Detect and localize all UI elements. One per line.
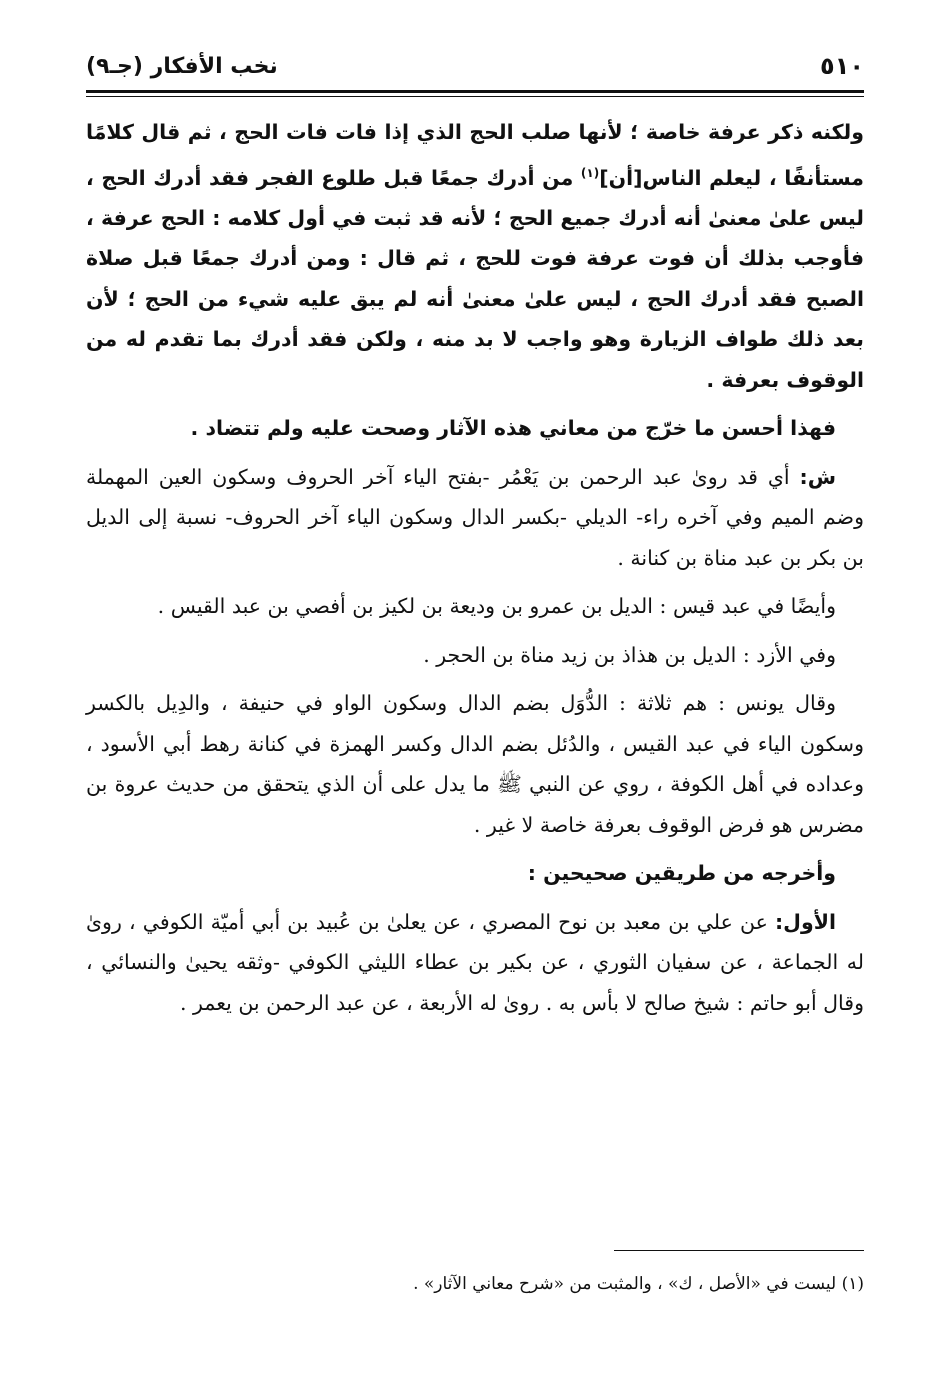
paragraph-4: وأيضًا في عبد قيس : الديل بن عمرو بن وديعة بن لكيز بن أفصي بن عبد القيس .: [157, 594, 836, 619]
paragraph-5: وفي الأزد : الديل بن هذاذ بن زيد مناة بن الحجر .: [423, 642, 836, 667]
paragraph-7: وأخرجه من طريقين صحيحين :: [527, 861, 836, 886]
paragraph-1: [86, 112, 864, 400]
header-rule-thick: [86, 90, 864, 93]
book-title: نخب الأفكار (جـ٩): [86, 53, 278, 79]
paragraph-1-text-b: من أدرك جمعًا قبل طلوع الفجر فقد أدرك الحج ، ليس علىٰ معنىٰ أنه أدرك جميع الحج ؛ لأنه قد ثبت في أول كلامه : الحج عرفة ، فأوجب بذلك أن فوت عرفة فوت للحج ، ثم قال : ومن أدرك جمعًا قبل صلاة الصبح فقد أدرك الحج ، ليس علىٰ معنىٰ أنه لم يبق عليه شيء من الحج ؛ لأن بعد ذلك طواف الزيارة وهو واجب لا بد منه ، ولكن فقد أدرك بما تقدم له من الوقوف بعرفة .: [86, 165, 864, 392]
main-text: [86, 112, 864, 1031]
footnote: (١) ليست في «الأصل ، ك» ، والمثبت من «شرح معاني الآثار» .: [413, 1274, 864, 1294]
paragraph-3-text: أي قد روىٰ عبد الرحمن بن يَعْمُر -بفتح الياء آخر الحروف وسكون العين المهملة وضم الميم وفي آخره راء- الديلي -بكسر الدال وسكون الياء آخر الحروف- نسبة إلى الديل بن بكر بن عبد مناة بن كنانة .: [86, 464, 864, 570]
paragraph-8-text: عن علي بن معبد بن نوح المصري ، عن يعلىٰ بن عُبيد بن أبي أميّة الكوفي ، روىٰ له الجماعة ، عن سفيان الثوري ، عن بكير بن عطاء الليثي الكوفي -وثقه يحيىٰ والنسائي ، وقال أبو حاتم : شيخ صالح لا بأس به . روىٰ له الأربعة ، عن عبد الرحمن بن يعمر .: [86, 909, 864, 1015]
paragraph-6: وقال يونس : هم ثلاثة : الدُّوَل بضم الدال وسكون الواو في حنيفة ، والدِيل بالكسر وسكون الياء في عبد القيس ، والدُئل بضم الدال وكسر الهمزة في كنانة رهط أبي الأسود ، وعداده في أهل الكوفة ، روي عن النبي ﷺ ما يدل على أن الذي يتحقق من حديث عروة بن مضرس هو فرض الوقوف بعرفة خاصة لا غير .: [86, 691, 864, 837]
first-route-label: الأول:: [774, 909, 836, 934]
paragraph-8: [86, 902, 864, 1024]
paragraph-2: فهذا أحسن ما خرّج من معاني هذه الآثار وصحت عليه ولم تتضاد .: [190, 416, 836, 441]
paragraph-3: [86, 457, 864, 579]
page-header: [86, 46, 864, 86]
header-rule-thin: [86, 96, 864, 97]
footnote-reference[interactable]: (١): [580, 165, 600, 180]
page-number: ٥١٠: [820, 52, 864, 80]
footnote-rule: [614, 1250, 864, 1251]
paragraph-1-text-a: ولكنه ذكر عرفة خاصة ؛ لأنها صلب الحج الذي إذا فات فات الحج ، ثم قال كلامًا مستأنفًا ، ليعلم الناس[أن]: [86, 120, 864, 190]
commentary-marker: ش:: [799, 464, 836, 489]
